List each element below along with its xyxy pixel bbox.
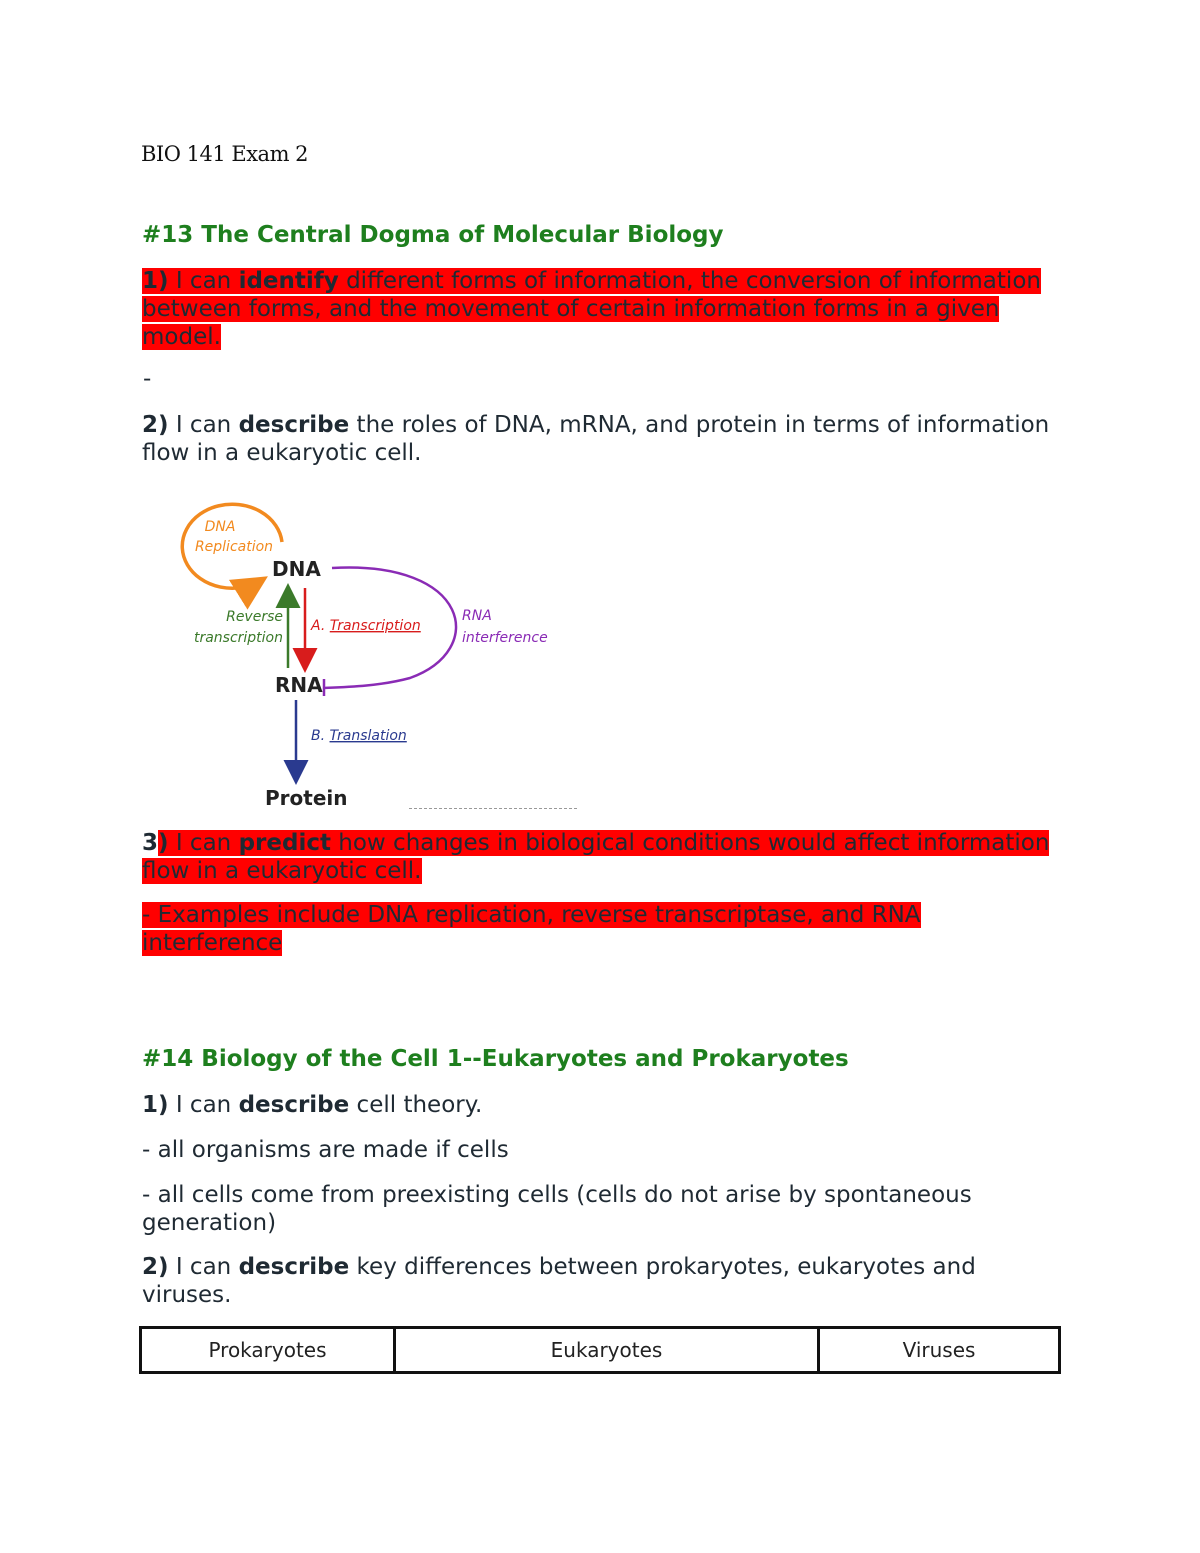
rna-label: RNA xyxy=(275,673,323,697)
rnai-label-1: RNA xyxy=(462,608,492,624)
objective-text: key differences between prokaryotes, eukaryotes and viruses. xyxy=(142,1254,976,1308)
transcription-label: A. Transcription xyxy=(311,618,421,634)
table-header-viruses: Viruses xyxy=(819,1328,1060,1373)
cell-theory-bullet-2: - all cells come from preexisting cells (cells do not arise by spontaneous generation) xyxy=(142,1182,972,1236)
objective-verb: describe xyxy=(238,1092,350,1118)
section-13-heading: #13 The Central Dogma of Molecular Biology xyxy=(142,222,724,248)
objective-number: 3 xyxy=(142,830,159,856)
dna-label: DNA xyxy=(272,557,321,581)
objective-text: I can xyxy=(168,268,239,294)
objective-number: 1) xyxy=(142,1092,169,1118)
objective-text: cell theory. xyxy=(349,1092,483,1118)
protein-label: Protein xyxy=(265,786,348,810)
objective-verb: predict xyxy=(238,830,331,856)
section-14-heading: #14 Biology of the Cell 1--Eukaryotes and Prokaryotes xyxy=(142,1046,849,1072)
objective-text: different forms of information, the conversion of information between forms, and the movement of certain information forms in a given model. xyxy=(142,268,1041,350)
objective-14-2 xyxy=(142,1253,1022,1309)
objective-13-2 xyxy=(142,411,1072,467)
objective-text: how changes in biological conditions would affect information flow in a eukaryotic cell. xyxy=(142,830,1050,884)
objective-text: I can xyxy=(168,1092,239,1118)
objective-number: 2) xyxy=(142,412,169,438)
table-header-prokaryotes: Prokaryotes xyxy=(141,1328,395,1373)
rnai-label-2: interference xyxy=(462,630,548,646)
objective-text: I can xyxy=(168,412,239,438)
table-header-row xyxy=(141,1328,1060,1373)
central-dogma-diagram xyxy=(170,490,570,820)
objective-verb: describe xyxy=(238,1254,350,1280)
document-title: BIO 141 Exam 2 xyxy=(141,142,309,166)
objective-number: 1) xyxy=(142,268,169,294)
objective-14-1 xyxy=(142,1091,1072,1119)
cell-theory-bullet-1: - all organisms are made if cells xyxy=(142,1137,509,1163)
example-text: - Examples include DNA replication, reverse transcriptase, and RNA interference xyxy=(142,902,921,956)
replication-label-2: Replication xyxy=(194,539,274,555)
replication-label-1: DNA xyxy=(204,519,236,535)
objective-verb: describe xyxy=(238,412,350,438)
objective-13-3 xyxy=(142,829,1072,885)
reverse-label-2: transcription xyxy=(193,630,283,646)
objective-text: I can xyxy=(168,1254,239,1280)
empty-bullet: - xyxy=(143,366,152,392)
objective-text: I can xyxy=(168,830,239,856)
table-header-eukaryotes: Eukaryotes xyxy=(395,1328,819,1373)
objective-number-paren: ) xyxy=(158,830,169,856)
dotted-divider xyxy=(409,808,577,809)
objective-number: 2) xyxy=(142,1254,169,1280)
translation-label: B. Translation xyxy=(311,728,407,744)
objective-verb: identify xyxy=(238,268,339,294)
objective-13-1 xyxy=(142,267,1072,351)
reverse-label-1: Reverse xyxy=(226,609,283,625)
comparison-table xyxy=(139,1326,1061,1374)
objective-text: the roles of DNA, mRNA, and protein in terms of information flow in a eukaryotic cell. xyxy=(142,412,1050,466)
objective-13-3-example xyxy=(142,901,962,957)
